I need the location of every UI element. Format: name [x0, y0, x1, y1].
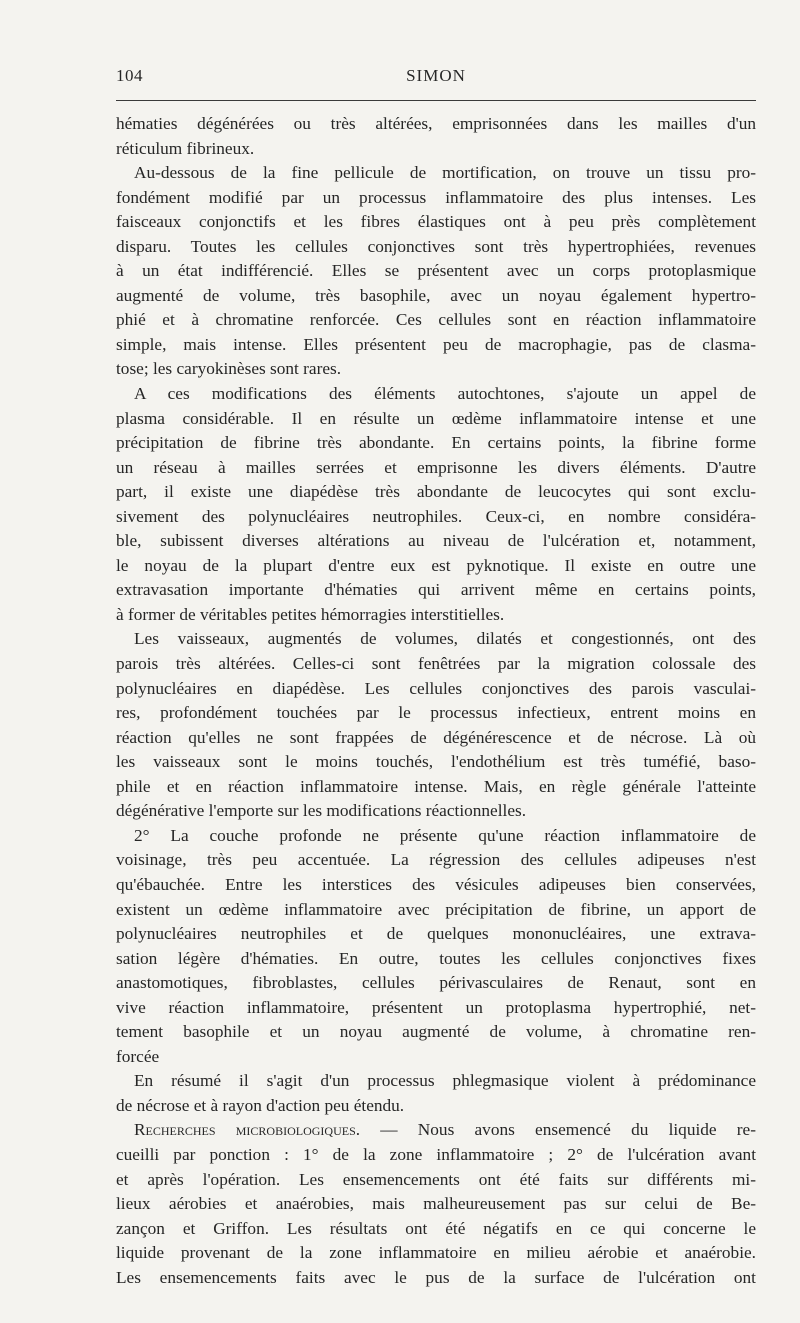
- text-line: faisceaux conjonctifs et les fibres élastiques ont à peu près complètement: [116, 212, 756, 232]
- text-line: part, il existe une diapédèse très abondante de leucocytes qui sont exclu-: [116, 482, 756, 502]
- text-line: simple, mais intense. Elles présentent peu de macrophagie, pas de clasma-: [116, 334, 756, 354]
- text-line: augmenté de volume, très basophile, avec un noyau également hypertro-: [116, 285, 756, 305]
- text-line: [116, 1118, 756, 1143]
- text-line: anastomotiques, fibroblastes, cellules périvasculaires de Renaut, sont en: [116, 973, 756, 993]
- text-line: tement basophile et un noyau augmenté de volume, à chromatine ren-: [116, 1022, 756, 1042]
- text-line: disparu. Toutes les cellules conjonctives sont très hypertrophiées, revenues: [116, 236, 756, 256]
- text-line: extravasation importante d'hématies qui arrivent même en certains points,: [116, 580, 756, 600]
- text-line: A ces modifications des éléments autochtones, s'ajoute un appel de: [134, 384, 756, 404]
- text-line: En résumé il s'agit d'un processus phlegmasique violent à prédominance: [134, 1071, 756, 1091]
- text-line: Les vaisseaux, augmentés de volumes, dilatés et congestionnés, ont des: [134, 629, 756, 649]
- text-line: Les ensemencements faits avec le pus de la surface de l'ulcération ont: [116, 1267, 756, 1287]
- text-line: vive réaction inflammatoire, présentent un protoplasma hypertrophié, net-: [116, 997, 756, 1017]
- text-line: phile et en réaction inflammatoire intense. Mais, en règle générale l'atteinte: [116, 776, 756, 796]
- header-rule: [116, 100, 756, 101]
- text-line: liquide provenant de la zone inflammatoire en milieu aérobie et anaérobie.: [116, 1243, 756, 1263]
- text-line: polynucléaires neutrophiles et de quelques mononucléaires, une extrava-: [116, 924, 756, 944]
- text-line: res, profondément touchées par le processus infectieux, entrent moins en: [116, 703, 756, 723]
- text-line: sivement des polynucléaires neutrophiles. Ceux-ci, en nombre considéra-: [116, 506, 756, 526]
- text-line: dégénérative l'emporte sur les modifications réactionnelles.: [116, 801, 527, 821]
- running-head: SIMON: [406, 66, 466, 85]
- text-line: un réseau à mailles serrées et emprisonne les divers éléments. D'autre: [116, 457, 756, 477]
- text-line: réaction qu'elles ne sont frappées de dégénérescence et de nécrose. Là où: [116, 727, 756, 747]
- line-rest: — Nous avons ensemencé du liquide re-: [360, 1120, 756, 1140]
- text-line: polynucléaires en diapédèse. Les cellules conjonctives des parois vasculai-: [116, 678, 756, 698]
- text-line: existent un œdème inflammatoire avec précipitation de fibrine, un apport de: [116, 899, 756, 919]
- text-line: à former de véritables petites hémorragies interstitielles.: [116, 604, 505, 624]
- text-line: les vaisseaux sont le moins touchés, l'endothélium est très tuméfié, baso-: [116, 752, 756, 772]
- text-line: fondément modifié par un processus inflammatoire des plus intenses. Les: [116, 187, 756, 207]
- text-line: lieux aérobies et anaérobies, mais malheureusement pas sur celui de Be-: [116, 1194, 756, 1214]
- text-line: phié et à chromatine renforcée. Ces cellules sont en réaction inflammatoire: [116, 310, 756, 330]
- text-line: qu'ébauchée. Entre les interstices des vésicules adipeuses bien conservées,: [116, 874, 756, 894]
- text-line: sation légère d'hématies. En outre, toutes les cellules conjonctives fixes: [116, 948, 756, 968]
- body-text: [116, 112, 756, 1290]
- text-line: réticulum fibrineux.: [116, 138, 255, 158]
- text-line: zançon et Griffon. Les résultats ont été négatifs en ce qui concerne le: [116, 1218, 756, 1238]
- text-line: 2° La couche profonde ne présente qu'une réaction inflammatoire de: [134, 825, 756, 845]
- text-line: précipitation de fibrine très abondante. En certains points, la fibrine forme: [116, 433, 756, 453]
- text-line: plasma considérable. Il en résulte un œdème inflammatoire intense et une: [116, 408, 756, 428]
- page-number: 104: [116, 66, 143, 85]
- section-heading-smallcaps: Recherches microbiologiques.: [134, 1120, 361, 1140]
- text-line: hématies dégénérées ou très altérées, emprisonnées dans les mailles d'un: [116, 114, 756, 133]
- text-line: parois très altérées. Celles-ci sont fenêtrées par la migration colossale des: [116, 654, 756, 674]
- text-line: voisinage, très peu accentuée. La régression des cellules adipeuses n'est: [116, 850, 756, 870]
- page-header: [116, 66, 756, 90]
- text-line: Au-dessous de la fine pellicule de mortification, on trouve un tissu pro-: [134, 163, 756, 183]
- text-line: à un état indifférencié. Elles se présentent avec un corps protoplasmique: [116, 261, 756, 281]
- text-line: de nécrose et à rayon d'action peu étendu.: [116, 1095, 405, 1115]
- text-line: le noyau de la plupart d'entre eux est pyknotique. Il existe en outre une: [116, 555, 756, 575]
- text-line: forcée: [116, 1046, 160, 1066]
- text-line: cueilli par ponction : 1° de la zone inflammatoire ; 2° de l'ulcération avant: [116, 1144, 756, 1164]
- text-line: ble, subissent diverses altérations au niveau de l'ulcération et, notamment,: [116, 531, 756, 551]
- text-line: tose; les caryokinèses sont rares.: [116, 359, 342, 379]
- text-line: et après l'opération. Les ensemencements ont été faits sur différents mi-: [116, 1169, 756, 1189]
